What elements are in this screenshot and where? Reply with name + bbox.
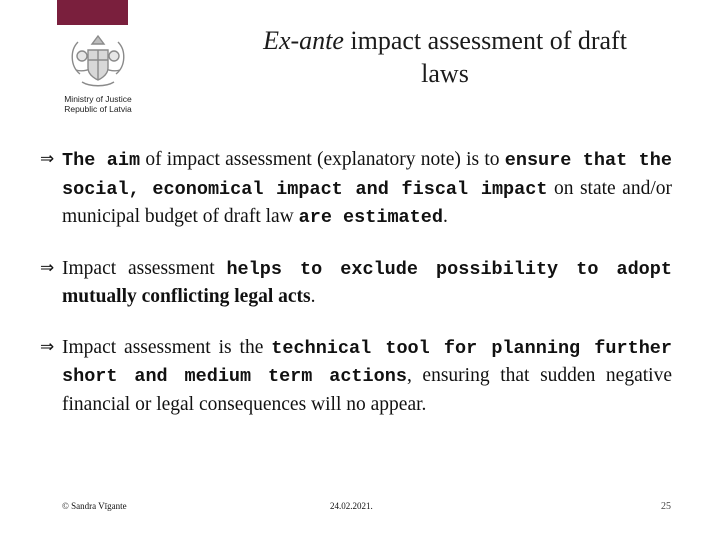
bullet-item bbox=[40, 334, 672, 419]
bullet-text-run: of impact assessment (explanatory note) is to bbox=[140, 149, 505, 170]
bullet-item bbox=[40, 146, 672, 232]
bullet-text-run: are estimated bbox=[298, 207, 443, 228]
title-line-2: laws bbox=[421, 59, 469, 88]
bullet-text-run: . bbox=[442, 206, 448, 227]
page-number: 25 bbox=[661, 501, 671, 512]
bullet-list bbox=[40, 146, 672, 441]
bullet-text-run: mutually conflicting legal acts bbox=[62, 286, 311, 307]
title-italic: Ex-ante bbox=[263, 26, 344, 55]
ministry-logo bbox=[50, 30, 146, 122]
implies-arrow-icon: ⇒ bbox=[40, 257, 55, 278]
title-line-1: impact assessment of draft bbox=[343, 26, 627, 55]
bullet-text-run: The aim bbox=[62, 150, 141, 171]
ministry-name bbox=[50, 94, 146, 114]
slide-title bbox=[225, 24, 665, 90]
bullet-item bbox=[40, 255, 672, 311]
footer-date: 24.02.2021. bbox=[330, 501, 373, 511]
latvia-coat-of-arms-icon bbox=[66, 30, 130, 90]
ministry-line-1: Ministry of Justice bbox=[64, 94, 132, 104]
bullet-text-run: Impact assessment is the bbox=[62, 336, 272, 358]
bullet-text-run: on state and/or municipal budget of draft law bbox=[62, 177, 672, 227]
bullet-text-run: Impact assessment bbox=[62, 257, 227, 279]
bullet-text-run: , ensuring that sudden negative financial or legal consequences will no appear. bbox=[62, 365, 672, 415]
bullet-text-run: helps to exclude possibility to adopt bbox=[226, 258, 672, 280]
ministry-line-2: Republic of Latvia bbox=[64, 104, 132, 114]
bullet-text-run: . bbox=[310, 286, 316, 307]
implies-arrow-icon: ⇒ bbox=[40, 336, 55, 357]
bullet-text-run: ensure that the social, economical impact and fiscal impact bbox=[62, 150, 672, 200]
brand-bar bbox=[57, 0, 128, 25]
implies-arrow-icon: ⇒ bbox=[40, 149, 55, 169]
footer-author: © Sandra Vīgante bbox=[62, 501, 127, 511]
bullet-text-run: technical tool for planning further short and medium term actions bbox=[62, 337, 672, 387]
